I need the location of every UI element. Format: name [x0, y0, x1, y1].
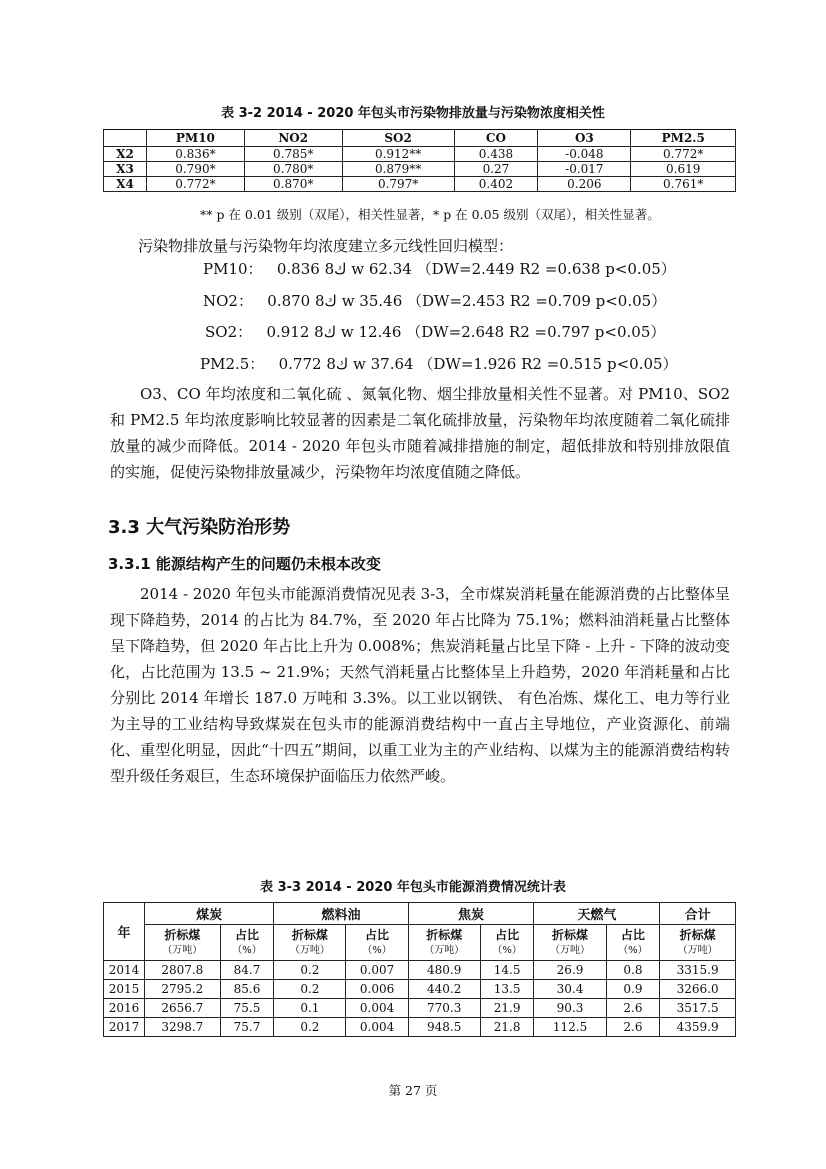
- table-cell: 75.5: [220, 999, 274, 1018]
- equation-stats: （DW=2.449 R2 =0.638 p<0.05）: [416, 260, 676, 278]
- equation-stats: （DW=1.926 R2 =0.515 p<0.05）: [418, 355, 678, 373]
- group-coke: 焦炭: [408, 903, 534, 925]
- table-cell: -0.017: [538, 162, 631, 177]
- table-row: [104, 999, 736, 1018]
- equation-pm25: [200, 353, 678, 374]
- table-cell: 2795.2: [145, 980, 221, 999]
- table-cell: 0.879**: [342, 162, 454, 177]
- sub-header-main: 折标煤: [679, 927, 716, 942]
- equation-expr: 0.836 ك8 w 62.34: [276, 260, 412, 278]
- table-cell: 0.790*: [147, 162, 245, 177]
- sub-header-main: 占比: [234, 927, 259, 942]
- table-cell: 0.007: [346, 961, 408, 980]
- table-cell: 84.7: [220, 961, 274, 980]
- section-title: 3.3 大气污染防治形势: [108, 517, 291, 538]
- page-number: 第 27 页: [388, 1083, 438, 1098]
- sub-header: [480, 925, 534, 961]
- table-cell: 0.797*: [342, 177, 454, 192]
- equation-label: PM10：: [203, 260, 263, 278]
- table-cell: 0.8: [606, 961, 660, 980]
- table2-caption: 表 3-3 2014 - 2020 年包头市能源消费情况统计表: [260, 880, 566, 895]
- sub-header: [408, 925, 480, 961]
- table-cell: 0.2: [274, 980, 346, 999]
- table-cell: 30.4: [534, 980, 606, 999]
- table-cell: 0.870*: [244, 177, 342, 192]
- sub-header-main: 占比: [495, 927, 520, 942]
- table1-note: ** p 在 0.01 级别（双尾），相关性显著，* p 在 0.05 级别（双尾），相关性显著。: [200, 207, 660, 222]
- table-row: [104, 961, 736, 980]
- table1-header-blank: [104, 130, 147, 147]
- equation-expr: 0.870 ك8 w 35.46: [267, 292, 403, 310]
- table1-caption: 表 3-2 2014 - 2020 年包头市污染物排放量与污染物浓度相关性: [221, 106, 605, 121]
- table-cell: 948.5: [408, 1018, 480, 1037]
- table-cell: 13.5: [480, 980, 534, 999]
- table-row: [104, 147, 736, 162]
- table-cell: 2015: [104, 980, 145, 999]
- table-cell: 0.004: [346, 1018, 408, 1037]
- table1-header-pm25: PM2.5: [631, 130, 736, 147]
- row-label: X4: [104, 177, 147, 192]
- sub-header: [274, 925, 346, 961]
- row-label: X2: [104, 147, 147, 162]
- table-cell: 0.772*: [631, 147, 736, 162]
- sub-header-unit: （%）: [492, 944, 522, 956]
- table-cell: 21.8: [480, 1018, 534, 1037]
- equation-expr: 0.912 ك8 w 12.46: [266, 323, 402, 341]
- table-cell: 2017: [104, 1018, 145, 1037]
- sub-header-main: 占比: [620, 927, 645, 942]
- table-cell: 0.619: [631, 162, 736, 177]
- sub-header-unit: （%）: [362, 944, 392, 956]
- table-cell: 0.912**: [342, 147, 454, 162]
- equation-no2: [203, 290, 666, 311]
- table-cell: 0.2: [274, 1018, 346, 1037]
- table-cell: 480.9: [408, 961, 480, 980]
- table-cell: 112.5: [534, 1018, 606, 1037]
- table1-header-so2: SO2: [342, 130, 454, 147]
- table-cell: 770.3: [408, 999, 480, 1018]
- sub-header-main: 折标煤: [291, 927, 328, 942]
- table-cell: 85.6: [220, 980, 274, 999]
- table-cell: 90.3: [534, 999, 606, 1018]
- group-total: 合计: [660, 903, 736, 925]
- table-cell: 21.9: [480, 999, 534, 1018]
- sub-header: [220, 925, 274, 961]
- table-row: [104, 177, 736, 192]
- group-fuel-oil: 燃料油: [274, 903, 408, 925]
- sub-header-unit: （万吨）: [162, 944, 203, 956]
- sub-header: [660, 925, 736, 961]
- table-cell: 2656.7: [145, 999, 221, 1018]
- table-cell: 2.6: [606, 1018, 660, 1037]
- sub-header-unit: （万吨）: [677, 944, 718, 956]
- energy-consumption-table: [103, 902, 736, 1037]
- table-cell: 0.9: [606, 980, 660, 999]
- table-cell: 4359.9: [660, 1018, 736, 1037]
- table-cell: 14.5: [480, 961, 534, 980]
- year-header: 年: [104, 903, 145, 961]
- table-cell: 0.836*: [147, 147, 245, 162]
- sub-header-main: 占比: [365, 927, 390, 942]
- row-label: X3: [104, 162, 147, 177]
- equation-expr: 0.772 ك8 w 37.64: [278, 355, 414, 373]
- table-cell: 0.004: [346, 999, 408, 1018]
- table-cell: 0.785*: [244, 147, 342, 162]
- table-row: [104, 1018, 736, 1037]
- paragraph-energy: 2014 - 2020 年包头市能源消费情况见表 3-3，全市煤炭消耗量在能源消费的占比整体呈现下降趋势，2014 的占比为 84.7%，至 2020 年占比降为 75.1%；燃料油消耗量占比整体呈下降趋势，但 2020 年占比上升为 0.008%；焦炭消耗量占比呈下降 - 上升 - 下降的波动变化，占比范围为 13.5 ~ 21.9%；天然气消耗量占比整体呈上升趋势，2020 年消耗量和占比分别比 2014 年增长 187.0 万吨和 3.3%。以工业以钢铁、 有色冶炼、煤化工、电力等行业为主导的工业结构导致煤炭在包头市的能源消费结构中一直占主导地位，产业资源化、前端化、重型化明显，因此“十四五”期间，以重工业为主的产业结构、以煤为主的能源消费结构转型升级任务艰巨，生态环境保护面临压力依然严峻。: [110, 585, 730, 785]
- table1-header-pm10: PM10: [147, 130, 245, 147]
- table-cell: 0.1: [274, 999, 346, 1018]
- table-cell: 440.2: [408, 980, 480, 999]
- table-cell: 0.772*: [147, 177, 245, 192]
- sub-header-unit: （%）: [618, 944, 648, 956]
- table-cell: -0.048: [538, 147, 631, 162]
- equation-label: NO2：: [203, 292, 253, 310]
- sub-header-main: 折标煤: [552, 927, 589, 942]
- sub-header: [346, 925, 408, 961]
- subsection-title: 3.3.1 能源结构产生的问题仍未根本改变: [108, 555, 381, 573]
- equation-label: SO2：: [205, 323, 253, 341]
- table-row: [104, 980, 736, 999]
- table-cell: 2016: [104, 999, 145, 1018]
- table-cell: 3315.9: [660, 961, 736, 980]
- table1-header-no2: NO2: [244, 130, 342, 147]
- table-cell: 0.27: [454, 162, 538, 177]
- table-cell: 0.006: [346, 980, 408, 999]
- sub-header: [606, 925, 660, 961]
- sub-header-unit: （%）: [232, 944, 262, 956]
- table-cell: 3298.7: [145, 1018, 221, 1037]
- table-cell: 0.2: [274, 961, 346, 980]
- table-cell: 0.206: [538, 177, 631, 192]
- table-cell: 75.7: [220, 1018, 274, 1037]
- correlation-table: [103, 129, 736, 192]
- table-cell: 2807.8: [145, 961, 221, 980]
- table-cell: 0.780*: [244, 162, 342, 177]
- equation-pm10: [203, 258, 676, 279]
- sub-header-main: 折标煤: [426, 927, 463, 942]
- table-cell: 0.761*: [631, 177, 736, 192]
- sub-header: [145, 925, 221, 961]
- sub-header: [534, 925, 606, 961]
- sub-header-unit: （万吨）: [424, 944, 465, 956]
- paragraph-correlation: O3、CO 年均浓度和二氧化硫 、氮氧化物、烟尘排放量相关性不显著。对 PM10、SO2 和 PM2.5 年均浓度影响比较显著的因素是二氧化硫排放量，污染物年均浓度随着二氧化硫排放量的减少而降低。2014 - 2020 年包头市随着减排措施的制定，超低排放和特别排放限值的实施，促使污染物排放量减少，污染物年均浓度值随之降低。: [110, 385, 730, 481]
- table-cell: 3517.5: [660, 999, 736, 1018]
- table1-header-o3: O3: [538, 130, 631, 147]
- table-cell: 0.402: [454, 177, 538, 192]
- table-cell: 3266.0: [660, 980, 736, 999]
- table-cell: 0.438: [454, 147, 538, 162]
- table-cell: 26.9: [534, 961, 606, 980]
- equation-label: PM2.5：: [200, 355, 265, 373]
- table-cell: 2.6: [606, 999, 660, 1018]
- sub-header-unit: （万吨）: [550, 944, 591, 956]
- equation-stats: （DW=2.648 R2 =0.797 p<0.05）: [406, 323, 666, 341]
- group-coal: 煤炭: [145, 903, 274, 925]
- table-cell: 2014: [104, 961, 145, 980]
- table1-header-co: CO: [454, 130, 538, 147]
- group-natural-gas: 天燃气: [534, 903, 660, 925]
- equation-stats: （DW=2.453 R2 =0.709 p<0.05）: [407, 292, 667, 310]
- sub-header-main: 折标煤: [164, 927, 201, 942]
- sub-header-unit: （万吨）: [289, 944, 330, 956]
- models-intro: 污染物排放量与污染物年均浓度建立多元线性回归模型：: [138, 237, 514, 255]
- table-row: [104, 162, 736, 177]
- equation-so2: [205, 321, 665, 342]
